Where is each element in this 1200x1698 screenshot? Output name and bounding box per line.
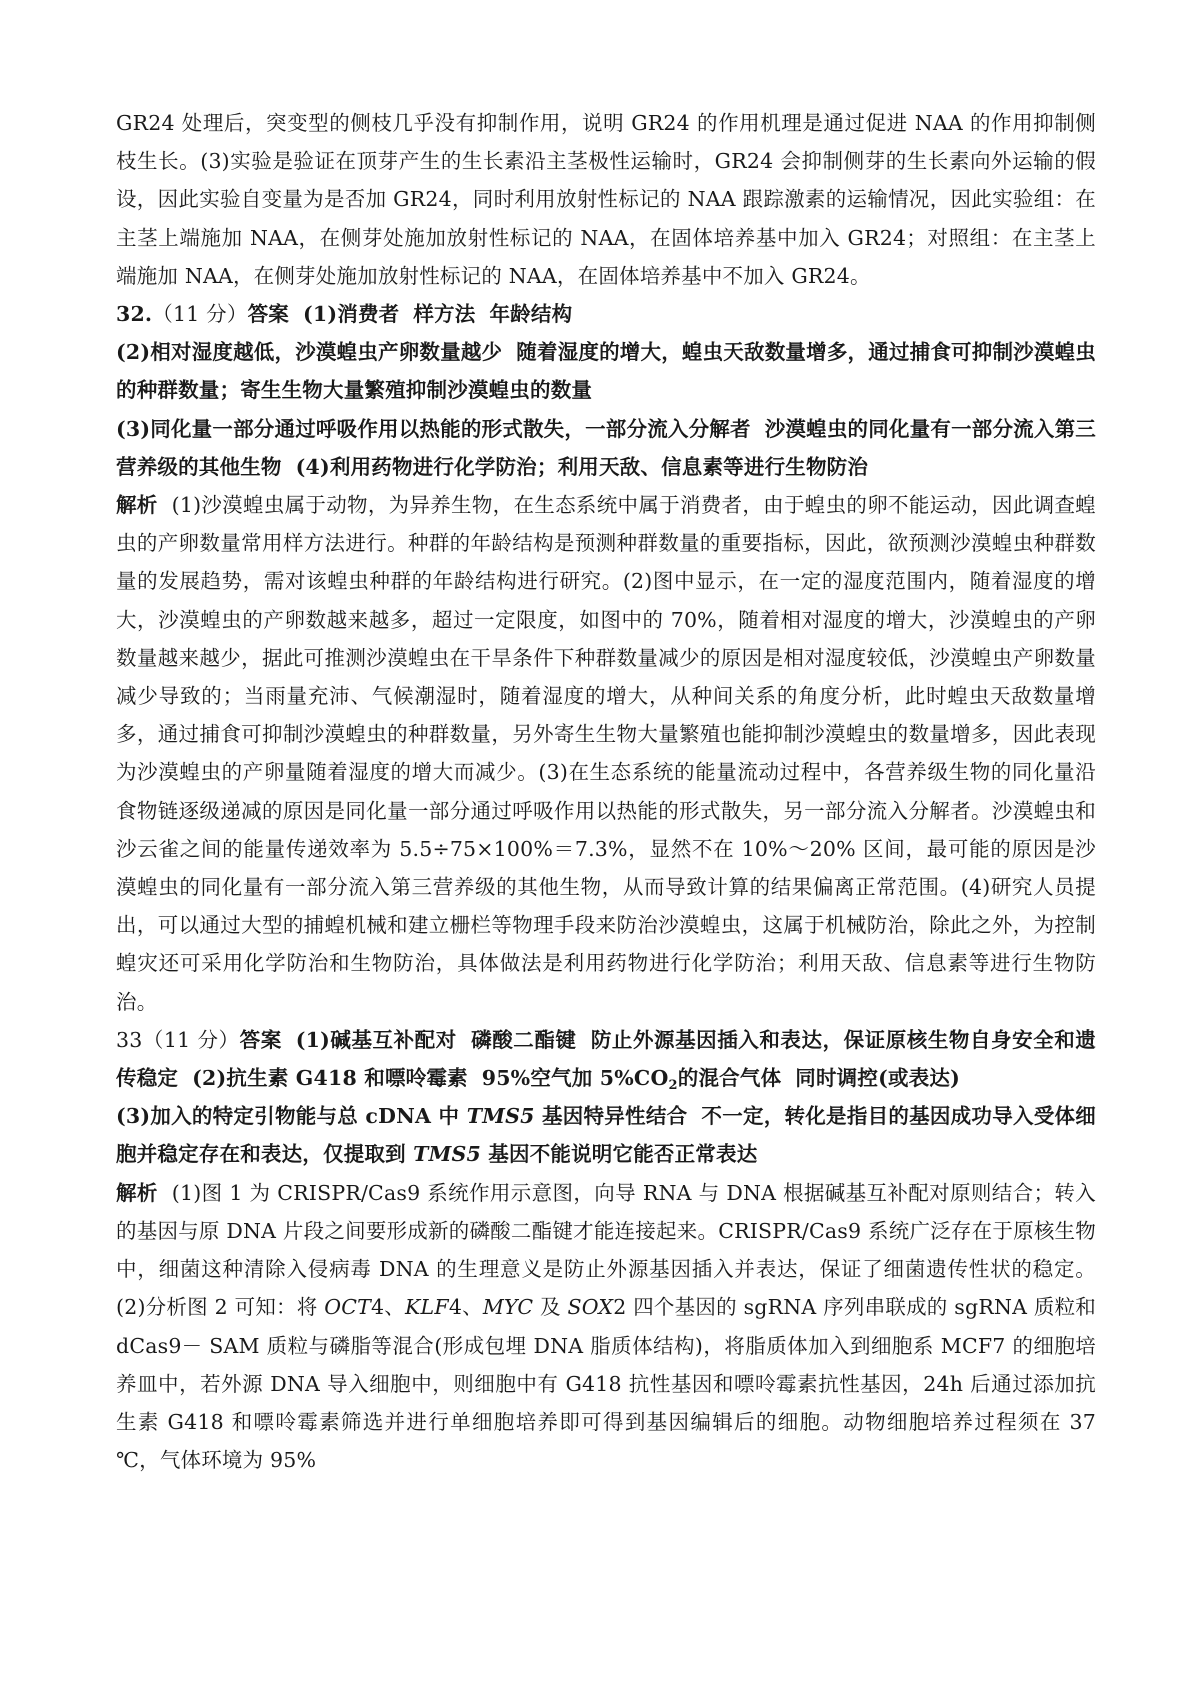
q32-answer-1b: 样方法 (413, 302, 476, 327)
q33-analysis-text-2: 四个基因的 sgRNA 序列串联成的 sgRNA 质粒和 dCas9－ SAM 质粒与磷脂等混合(形成包埋 DNA 脂质体结构)，将脂质体加入到细胞系 MCF7 的细胞培养皿中，若外源 DNA 导入细胞中，则细胞中有 G418 抗性基因和嘌呤霉素抗性基因，24h 后通过添加抗生素 G418 和嘌呤霉素筛选并进行单细胞培养即可得到基因编辑后的细胞。动物细胞培养过程须在 37 ℃，气体环境为 95% (116, 1295, 1097, 1473)
q33-score: （11 分） (142, 1027, 240, 1052)
q33-analysis-label: 解析 (116, 1180, 158, 1205)
q32-analysis-text: (1)沙漠蝗虫属于动物，为异养生物，在生态系统中属于消费者，由于蝗虫的卵不能运动，因此调查蝗虫的产卵数量常用样方法进行。种群的年龄结构是预测种群数量的重要指标，因此，欲预测沙漠蝗虫种群数量的发展趋势，需对该蝗虫种群的年龄结构进行研究。(2)图中显示，在一定的湿度范围内，随着湿度的增大，沙漠蝗虫的产卵数越来越多，超过一定限度，如图中的 70%，随着相对湿度的增大，沙漠蝗虫的产卵数量越来越少，据此可推测沙漠蝗虫在干旱条件下种群数量减少的原因是相对湿度较低，沙漠蝗虫产卵数量减少导致的；当雨量充沛、气候潮湿时，随着湿度的增大，从种间关系的角度分析，此时蝗虫天敌数量增多，通过捕食可抑制沙漠蝗虫的种群数量，另外寄生生物大量繁殖也能抑制沙漠蝗虫的数量增多，因此表现为沙漠蝗虫的产卵量随着湿度的增大而减少。(3)在生态系统的能量流动过程中，各营养级生物的同化量沿食物链逐级递减的原因是同化量一部分通过呼吸作用以热能的形式散失，另一部分流入分解者。沙漠蝗虫和沙云雀之间的能量传递效率为 5.5÷75×100%＝7.3%，显然不在 10%～20% 区间，最可能的原因是沙漠蝗虫的同化量有一部分流入第三营养级的其他生物，从而导致计算的结果偏离正常范围。(4)研究人员提出，可以通过大型的捕蝗机械和建立栅栏等物理手段来防治沙漠蝗虫，这属于机械防治，除此之外，为控制蝗灾还可采用化学防治和生物防治，具体做法是利用药物进行化学防治；利用天敌、信息素等进行生物防治。 (116, 493, 1096, 1014)
q33-answer-paragraph (116, 1021, 1096, 1174)
q33-analysis-paragraph: 解析 (1)图 1 为 CRISPR/Cas9 系统作用示意图，向导 RNA 与 DNA 根据碱基互补配对原则结合；转入的基因与原 DNA 片段之间要形成新的磷酸二酯键才能连接起来。CRISPR/Cas9 系统广泛存在于原核生物中，细菌这种清除入侵病毒 DNA 的生理意义是防止外源基因插入并表达，保证了细菌遗传性状的稳定。(2)分析图 2 可知：将 OCT4、KLF4、MYC 及 SOX2 四个基因的 sgRNA 序列串联成的 sgRNA 质粒和 dCas9－ SAM 质粒与磷脂等混合(形成包埋 DNA 脂质体结构)，将脂质体加入到细胞系 MCF7 的细胞培养皿中，若外源 DNA 导入细胞中，则细胞中有 G418 抗性基因和嘌呤霉素抗性基因，24h 后通过添加抗生素 G418 和嘌呤霉素筛选并进行单细胞培养即可得到基因编辑后的细胞。动物细胞培养过程须在 37 ℃，气体环境为 95% (116, 1180, 1097, 1473)
q33-answer-1c: 防止外源基因插入和表达，保证原核生物自身安全和遗传稳定 (116, 1027, 1096, 1091)
gene-myc: MYC (482, 1295, 534, 1320)
q32-answer-label: 答案 (247, 302, 289, 327)
q33-answer-2b: 95%空气加 $5\%CO_2$的混合气体 (481, 1066, 782, 1094)
q32-analysis-label: 解析 (116, 493, 158, 518)
q33-answer-label: 答案 (239, 1027, 282, 1052)
gene-oct: OCT (324, 1295, 372, 1320)
q32-answer-4: (4)利用药物进行化学防治；利用天敌、信息素等进行生物防治 (295, 454, 869, 479)
q33-answer-3b: 不一定，转化是指目的基因成功导入受体细胞并稳定存在和表达，仅提取到 TMS5 基因不能说明它能否正常表达 (116, 1104, 1096, 1167)
q33-answer-1: (1)碱基互补配对 (295, 1027, 457, 1052)
gene-tms5: TMS5 (413, 1142, 481, 1167)
q33-answer-2: (2)抗生素 G418 和嘌呤霉素 (192, 1066, 468, 1091)
intro-paragraph (116, 104, 1096, 295)
q32-answer-2: (2)相对湿度越低，沙漠蝗虫产卵数量越少 (116, 340, 503, 365)
q32-number: 32. (116, 302, 153, 327)
q32-score: （11 分） (152, 302, 248, 327)
q33-answer-3: (3)加入的特定引物能与总 cDNA 中 TMS5 基因特异性结合 (116, 1104, 688, 1129)
document-page (116, 104, 1096, 1479)
q32-answer-paragraph (116, 295, 1096, 486)
q32-analysis-paragraph (116, 486, 1096, 1021)
q33-answer-2c: 同时调控(或表达) (795, 1066, 960, 1091)
gene-tms5: TMS5 (466, 1104, 535, 1129)
q33-number: 33 (116, 1027, 143, 1052)
q32-answer-1c: 年龄结构 (489, 302, 573, 327)
q33-answer-1b: 磷酸二酯键 (470, 1027, 577, 1052)
intro-text: GR24 处理后，突变型的侧枝几乎没有抑制作用，说明 GR24 的作用机理是通过促进 NAA 的作用抑制侧枝生长。(3)实验是验证在顶芽产生的生长素沿主茎极性运输时，GR24 会抑制侧芽的生长素向外运输的假设，因此实验自变量为是否加 GR24，同时利用放射性标记的 NAA 跟踪激素的运输情况，因此实验组：在主茎上端施加 NAA，在侧芽处施加放射性标记的 NAA，在固体培养基中加入 GR24；对照组：在主茎上端施加 NAA，在侧芽处施加放射性标记的 NAA，在固体培养基中不加入 GR24。 (116, 111, 1096, 288)
q32-answer-3b: 沙漠蝗虫的同化量有一部分流入第三营养级的其他生物 (116, 416, 1096, 479)
q32-answer-1: (1)消费者 (302, 302, 400, 327)
q32-answer-2b: 随着湿度的增大，蝗虫天敌数量增多，通过捕食可抑制沙漠蝗虫的种群数量；寄生生物大量繁殖抑制沙漠蝗虫的数量 (116, 340, 1096, 403)
gene-klf: KLF (405, 1295, 449, 1320)
q33-analysis-text-1: (1)图 1 为 CRISPR/Cas9 系统作用示意图，向导 RNA 与 DNA 根据碱基互补配对原则结合；转入的基因与原 DNA 片段之间要形成新的磷酸二酯键才能连接起来。CRISPR/Cas9 系统广泛存在于原核生物中，细菌这种清除入侵病毒 DNA 的生理意义是防止外源基因插入并表达，保证了细菌遗传性状的稳定。(2)分析图 2 可知：将 (116, 1180, 1096, 1320)
gene-sox: SOX (567, 1295, 614, 1320)
q32-answer-3: (3)同化量一部分通过呼吸作用以热能的形式散失，一部分流入分解者 (116, 416, 751, 441)
